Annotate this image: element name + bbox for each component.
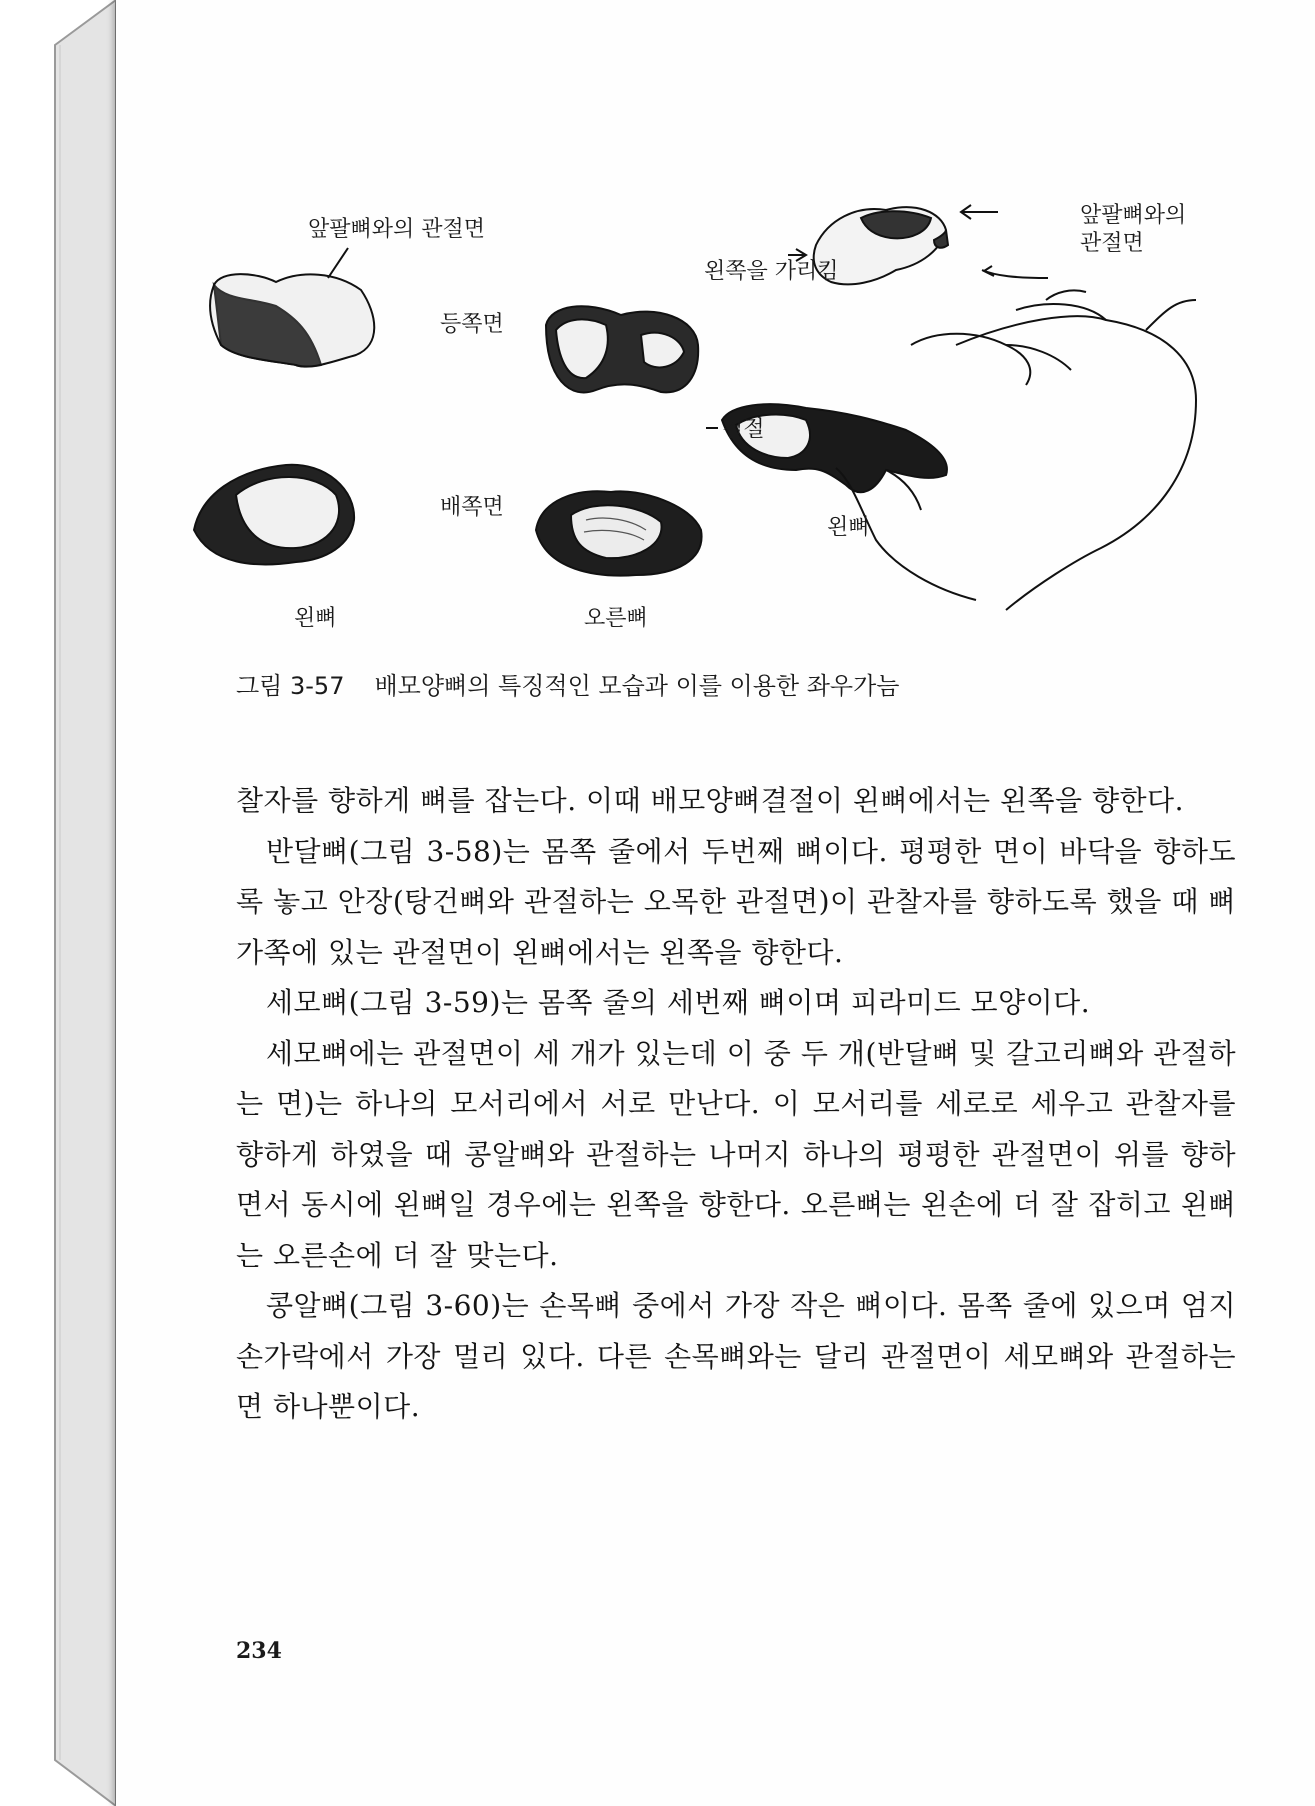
body-text [236, 776, 1236, 1433]
left-bone-palmar-drawing [194, 465, 354, 565]
label-articular-forearm-right [1080, 202, 1186, 257]
label-articular-forearm-right-line1: 앞팔뼈와의 [1080, 203, 1187, 228]
label-articular-forearm-right-line2: 관절면 [1080, 230, 1144, 256]
page-number: 234 [236, 1638, 282, 1664]
paragraph: 반달뼈(그림 3-58)는 몸쪽 줄에서 두번째 뼈이다. 평평한 면이 바닥을 향하도록 놓고 안장(탕건뼈와 관절하는 오목한 관절면)이 관찰자를 향하도록 했을 때 뼈 가쪽에 있는 관절면이 왼뼈에서는 왼쪽을 향한다. [236, 834, 1236, 969]
label-points-left: 왼쪽을 가리킴 [704, 259, 839, 284]
figure-caption-text: 배모양뼈의 특징적인 모습과 이를 이용한 좌우가늠 [374, 672, 900, 700]
right-bone-dorsal-drawing [546, 306, 698, 392]
figure-caption [236, 666, 899, 701]
hand-holding-bone-drawing [706, 290, 1196, 610]
left-bone-dorsal-drawing [210, 248, 374, 367]
label-left-bone: 왼뼈 [294, 606, 337, 631]
label-dorsal: 등쪽면 [440, 312, 504, 337]
label-left-bone-hand: 왼뼈 [827, 515, 870, 540]
book-page [116, 0, 1315, 1806]
paragraph: 콩알뼈(그림 3-60)는 손목뼈 중에서 가장 작은 뼈이다. 몸쪽 줄에 있으며 엄지손가락에서 가장 멀리 있다. 다른 손목뼈와는 달리 관절면이 세모뼈와 관절하는 면 하나뿐이다. [236, 1289, 1236, 1423]
paragraph: 세모뼈(그림 3-59)는 몸쪽 줄의 세번째 뼈이며 피라미드 모양이다. [266, 986, 1091, 1019]
right-bone-palmar-drawing [536, 491, 702, 575]
scaphoid-figure [116, 0, 1315, 650]
label-tubercle: 결절 [722, 417, 765, 442]
label-right-bone: 오른뼈 [584, 606, 648, 631]
figure-number: 그림 3-57 [236, 672, 345, 700]
paragraph: 세모뼈에는 관절면이 세 개가 있는데 이 중 두 개(반달뼈 및 갈고리뼈와 관절하는 면)는 하나의 모서리에서 서로 만난다. 이 모서리를 세로로 세우고 관찰자를 향하게 하였을 때 콩알뼈와 관절하는 나머지 하나의 평평한 관절면이 위를 향하면서 동시에 왼뼈일 경우에는 왼쪽을 향한다. 오른뼈는 왼손에 더 잘 잡히고 왼뼈는 오른손에 더 잘 맞는다. [236, 1036, 1236, 1272]
book-spine [0, 0, 130, 1806]
label-palmar: 배쪽면 [440, 495, 504, 520]
label-articular-forearm-left: 앞팔뼈와의 관절면 [308, 217, 486, 242]
paragraph: 찰자를 향하게 뼈를 잡는다. 이때 배모양뼈결절이 왼뼈에서는 왼쪽을 향한다. [236, 784, 1184, 817]
